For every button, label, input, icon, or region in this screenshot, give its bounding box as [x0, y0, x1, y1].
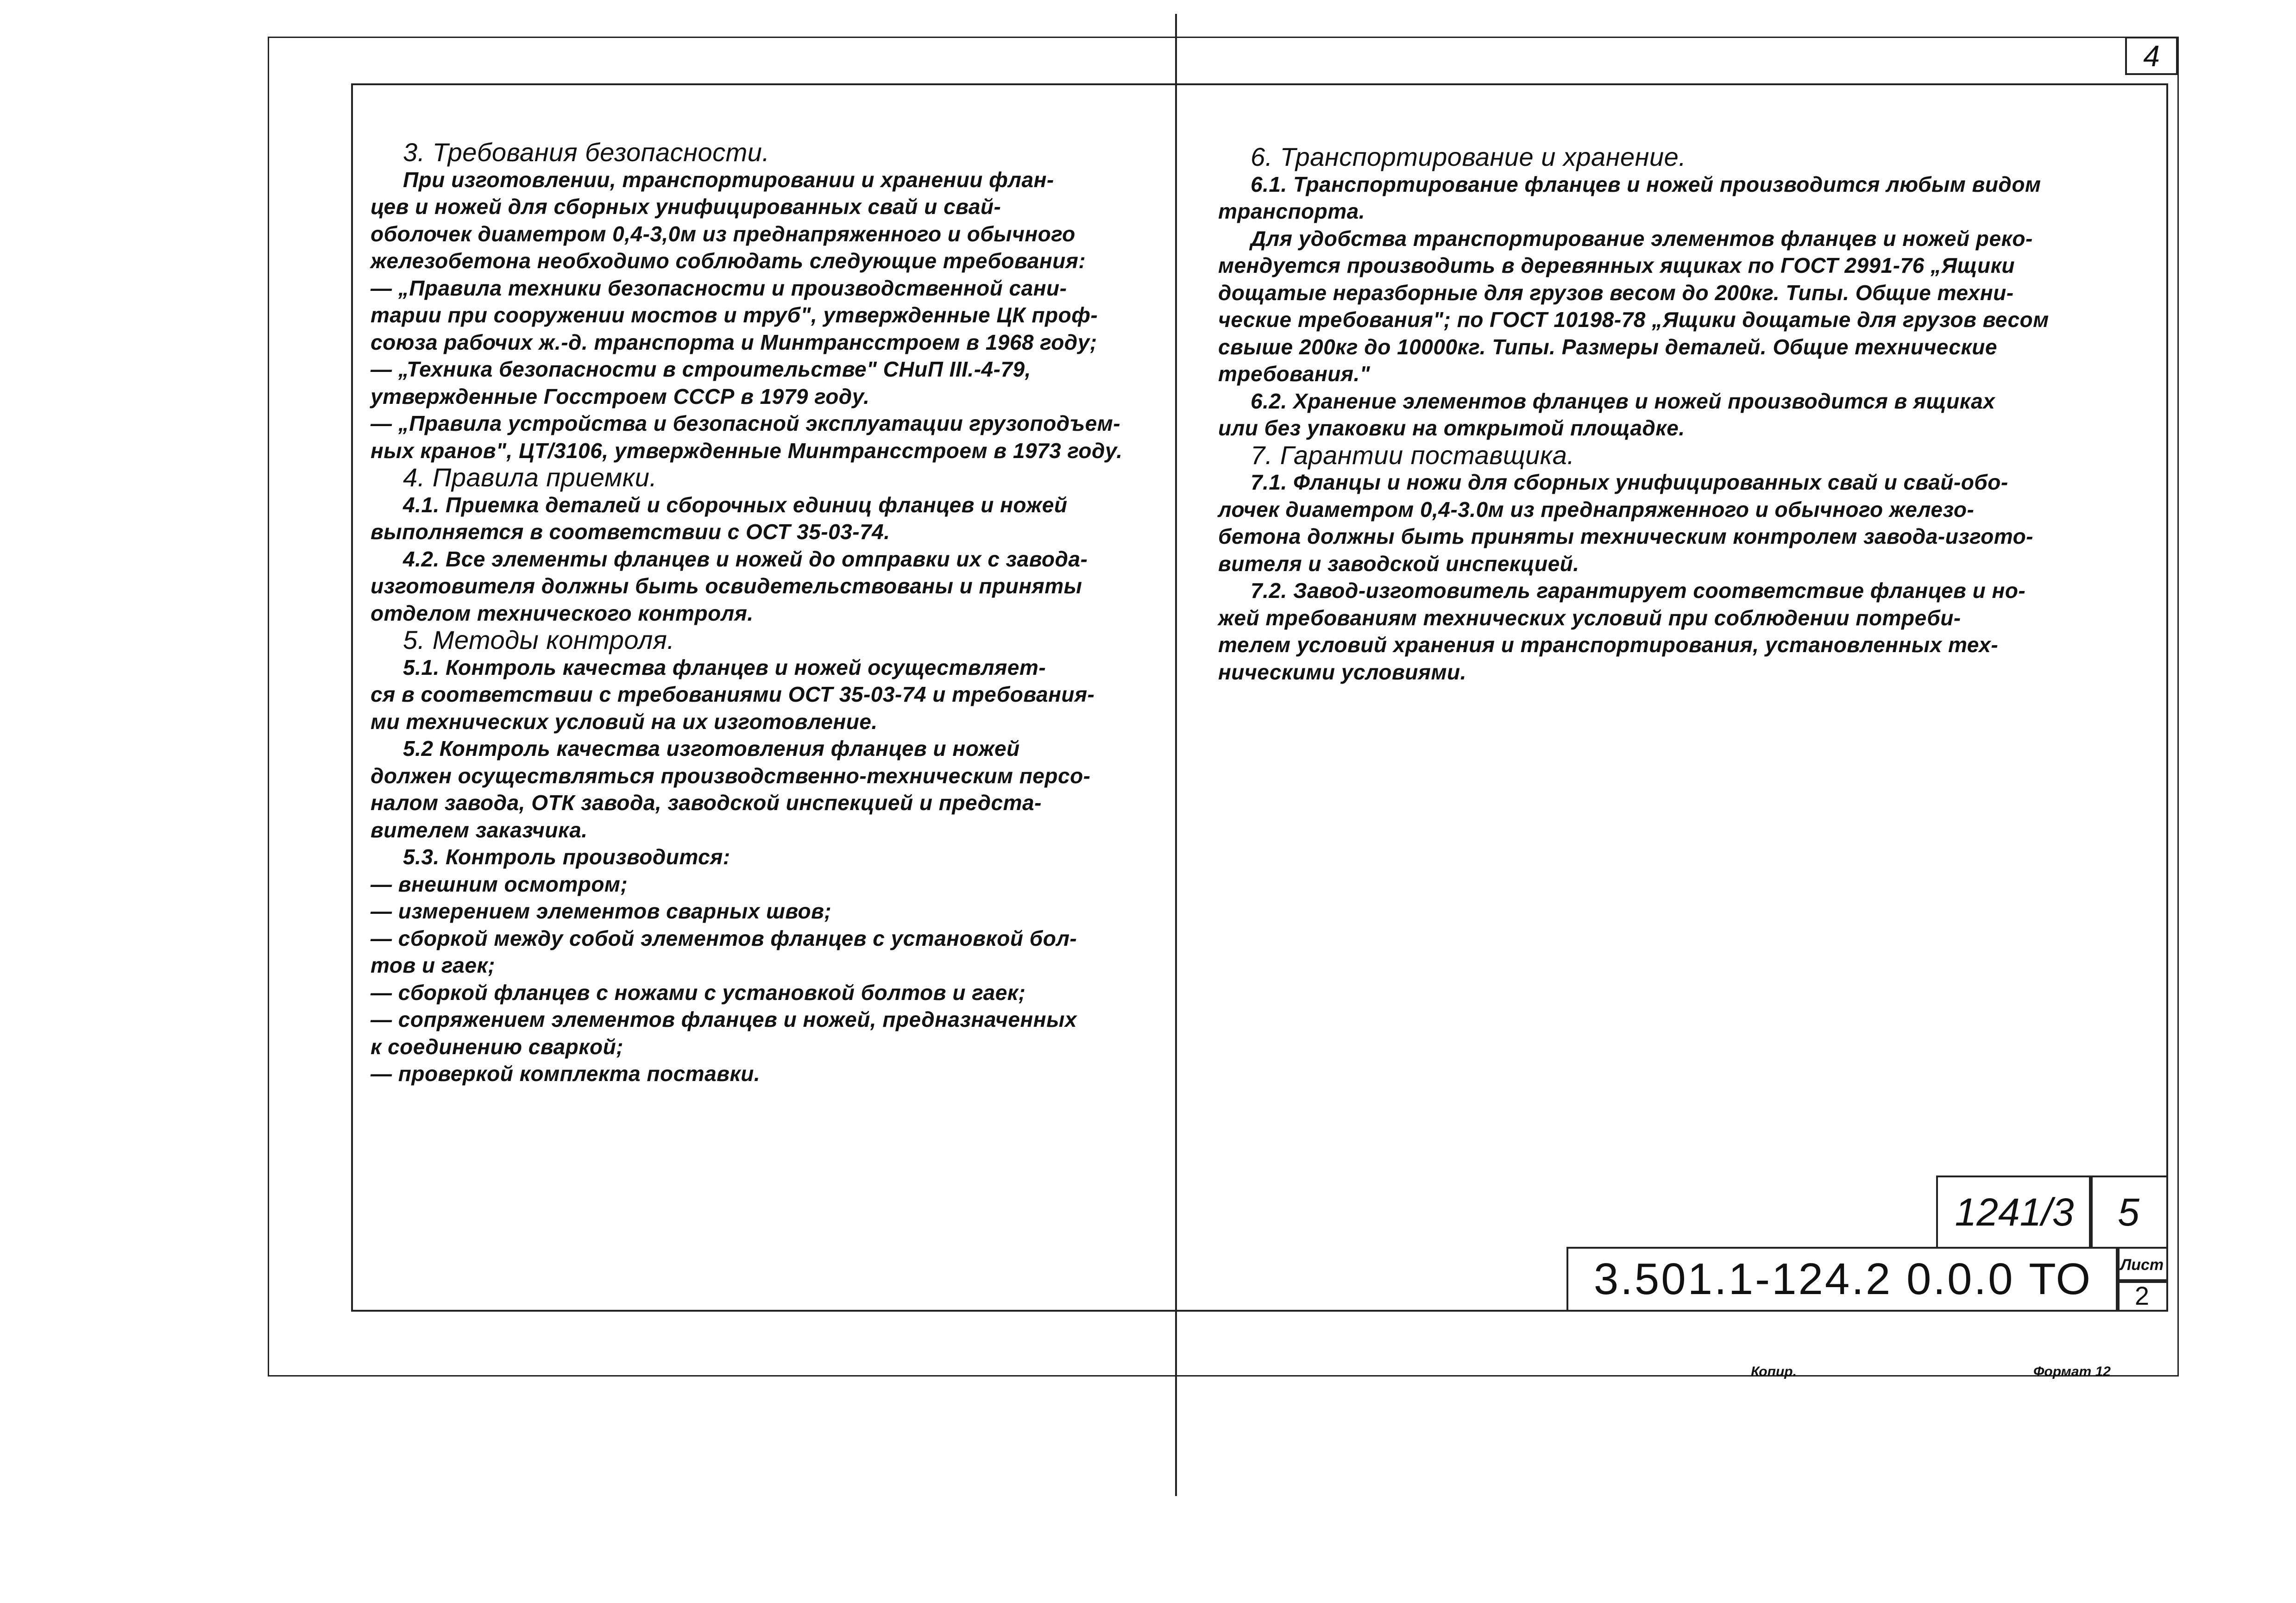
text-line: 5.2 Контроль качества изготовления фланцев и ножей: [403, 736, 1020, 761]
section-heading: 6. Транспортирование и хранение.: [1251, 142, 1686, 171]
text-line: свыше 200кг до 10000кг. Типы. Размеры деталей. Общие технические: [1218, 334, 1997, 359]
text-line: — сборкой между собой элементов фланцев с установкой бол-: [371, 926, 1077, 950]
text-line: ных кранов", ЦТ/3106, утвержденные Минтрансстроем в 1973 году.: [371, 438, 1123, 463]
text-line: 7.2. Завод-изготовитель гарантирует соответствие фланцев и но-: [1251, 578, 2026, 603]
text-line: цев и ножей для сборных унифицированных свай и свай-: [371, 195, 1001, 219]
page-number: 5: [2089, 1176, 2168, 1249]
text-line: изготовителя должны быть освидетельствованы и приняты: [371, 574, 1082, 598]
text-line: требования.": [1218, 362, 1371, 386]
text-line: 7.1. Фланцы и ножи для сборных унифицированных свай и свай-обо-: [1251, 470, 2008, 494]
text-line: 5.3. Контроль производится:: [403, 845, 730, 869]
text-line: — „Правила устройства и безопасной эксплуатации грузоподъем-: [371, 411, 1121, 435]
text-line: налом завода, ОТК завода, заводской инспекцией и предста-: [371, 791, 1042, 815]
text-line: Для удобства транспортирование элементов фланцев и ножей реко-: [1251, 226, 2033, 251]
text-line: к соединению сваркой;: [371, 1034, 624, 1059]
section-heading: 7. Гарантии поставщика.: [1251, 440, 1575, 470]
text-line: оболочек диаметром 0,4-3,0м из преднапряженного и обычного: [371, 221, 1076, 246]
text-line: тарии при сооружении мостов и труб", утвержденные ЦК проф-: [371, 303, 1098, 327]
text-line: 4.1. Приемка деталей и сборочных единиц фланцев и ножей: [403, 492, 1068, 517]
sheet-number: 2: [2116, 1279, 2168, 1312]
text-line: выполняется в соответствии с ОСТ 35-03-74.: [371, 520, 890, 544]
text-line: должен осуществляться производственно-техническим персо-: [371, 763, 1091, 788]
right-column: [1218, 144, 2049, 685]
text-line: или без упаковки на открытой площадке.: [1218, 416, 1685, 440]
text-line: транспорта.: [1218, 199, 1365, 223]
text-line: ми технических условий на их изготовление.: [371, 709, 878, 734]
text-line: При изготовлении, транспортировании и хранении флан-: [403, 167, 1054, 192]
left-column: [371, 139, 1123, 1088]
text-line: 4.2. Все элементы фланцев и ножей до отправки их с завода-: [403, 547, 1088, 571]
sheet-label: Лист: [2116, 1247, 2168, 1283]
text-line: жей требованиям технических условий при соблюдении потреби-: [1218, 605, 1961, 630]
text-line: тов и гаек;: [371, 953, 496, 977]
section-heading: 4. Правила приемки.: [403, 463, 657, 492]
album-number: 1241/3: [1936, 1176, 2093, 1249]
text-line: мендуется производить в деревянных ящиках по ГОСТ 2991-76 „Ящики: [1218, 253, 2015, 277]
format-label: Формат 12: [2033, 1364, 2111, 1379]
section-heading: 3. Требования безопасности.: [403, 138, 770, 167]
text-line: железобетона необходимо соблюдать следующие требования:: [371, 249, 1086, 273]
text-line: лочек диаметром 0,4-3.0м из преднапряженного и обычного железо-: [1218, 497, 1975, 522]
text-line: ническими условиями.: [1218, 660, 1466, 684]
text-line: — „Техника безопасности в строительстве" СНиП III.-4-79,: [371, 357, 1031, 381]
document-code: 3.501.1-124.2 0.0.0 ТО: [1566, 1247, 2120, 1312]
text-line: дощатые неразборные для грузов весом до 200кг. Типы. Общие техни-: [1218, 280, 2014, 305]
text-line: телем условий хранения и транспортирования, установленных тех-: [1218, 633, 1999, 657]
copied-by: Копир.: [1751, 1364, 1797, 1379]
text-line: — сборкой фланцев с ножами с установкой болтов и гаек;: [371, 980, 1026, 1005]
sheet-corner-number: 4: [2125, 37, 2178, 75]
text-line: 5.1. Контроль качества фланцев и ножей осуществляет-: [403, 655, 1046, 679]
text-line: союза рабочих ж.-д. транспорта и Минтрансстроем в 1968 году;: [371, 330, 1097, 354]
text-line: 6.2. Хранение элементов фланцев и ножей производится в ящиках: [1251, 389, 1995, 413]
text-line: ся в соответствии с требованиями ОСТ 35-03-74 и требования-: [371, 682, 1095, 706]
text-line: отделом технического контроля.: [371, 601, 754, 625]
text-line: — сопряжением элементов фланцев и ножей, предназначенных: [371, 1007, 1077, 1031]
text-line: вителя и заводской инспекцией.: [1218, 551, 1579, 576]
text-line: бетона должны быть приняты техническим контролем завода-изгото-: [1218, 524, 2033, 548]
text-line: — проверкой комплекта поставки.: [371, 1062, 761, 1086]
text-line: — внешним осмотром;: [371, 872, 628, 896]
text-line: вителем заказчика.: [371, 817, 588, 842]
text-line: 6.1. Транспортирование фланцев и ножей производится любым видом: [1251, 172, 2041, 196]
text-line: — „Правила техники безопасности и производственной сани-: [371, 276, 1067, 300]
text-line: ческие требования"; по ГОСТ 10198-78 „Ящики дощатые для грузов весом: [1218, 308, 2049, 332]
fold-line: [1175, 14, 1177, 1496]
section-heading: 5. Методы контроля.: [403, 625, 675, 654]
text-line: — измерением элементов сварных швов;: [371, 899, 832, 923]
text-line: утвержденные Госстроем СССР в 1979 году.: [371, 384, 870, 409]
